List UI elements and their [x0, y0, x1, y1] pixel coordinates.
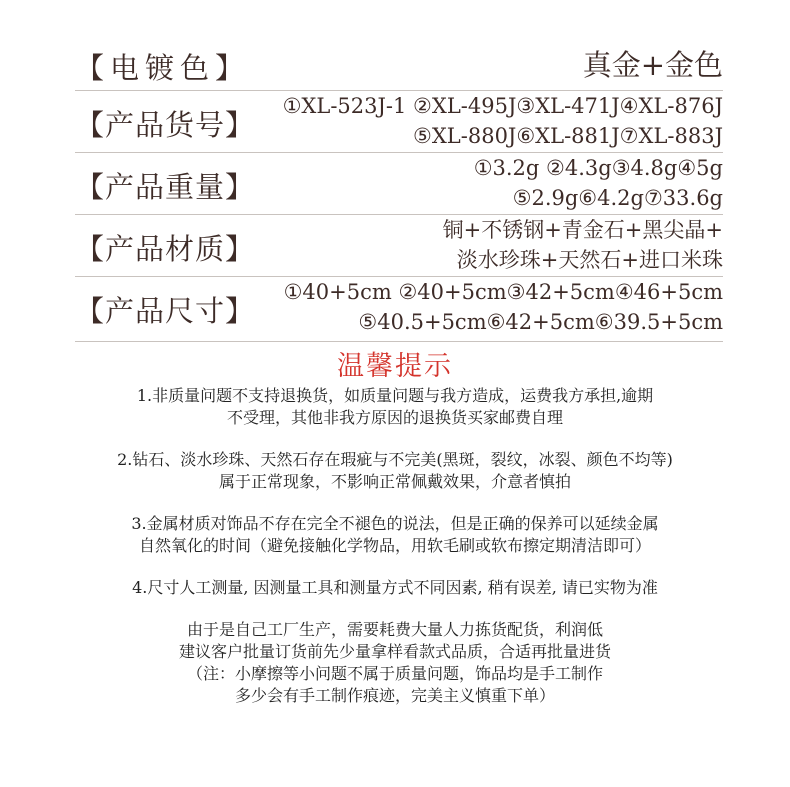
notice-line: 2.钻石、淡水珍珠、天然石存在瑕疵与不完美(黑斑，裂纹，冰裂、颜色不均等) [117, 450, 673, 469]
spec-value [283, 91, 723, 151]
notice-line: 不受理，其他非我方原因的退换货买家邮费自理 [226, 408, 563, 427]
notice-line: 建议客户批量订货前先少量拿样看款式品质，合适再批量进货 [178, 642, 611, 661]
spec-value-line: ①XL-523J-1 ②XL-495J③XL-471J④XL-876J [282, 94, 723, 118]
notice-line: 自然氧化的时间（避免接触化学物品，用软毛刷或软布擦定期清洁即可） [138, 536, 651, 555]
notice-item-measurement [0, 577, 790, 599]
notice-item-metal-care [0, 513, 790, 557]
spec-value [443, 215, 723, 275]
spec-value-line: ①40+5cm ②40+5cm③42+5cm④46+5cm [283, 280, 723, 304]
notice-line: 由于是自己工厂生产，需要耗费大量人力拣货配货，利润低 [186, 620, 603, 639]
notice-line: 多少会有手工制作痕迹，完美主义慎重下单） [234, 686, 555, 705]
spec-value-line: ⑤40.5+5cm⑥42+5cm⑥39.5+5cm [358, 310, 723, 334]
spec-row-product-code [75, 91, 723, 153]
spec-value [474, 153, 723, 213]
spec-label: 【产品货号】 [75, 108, 256, 142]
notice-title: 温馨提示 [337, 351, 453, 382]
spec-value-line: 铜+不锈钢+青金石+黑尖晶+ [442, 218, 723, 242]
notice-line: 1.非质量问题不支持退换货，如质量问题与我方造成，运费我方承担,逾期 [136, 386, 654, 405]
spec-row-plating-color [75, 34, 723, 91]
notice-line: （注：小摩擦等小问题不属于质量问题，饰品均是手工制作 [186, 664, 603, 683]
spec-value-line: ⑤XL-880J⑥XL-881J⑦XL-883J [413, 124, 723, 148]
spec-value [583, 46, 723, 84]
spec-value-line: 淡水珍珠+天然石+进口米珠 [456, 248, 723, 272]
notice-item-natural-flaws [0, 449, 790, 493]
spec-row-size [75, 277, 723, 342]
spec-table [75, 34, 723, 342]
notice-line: 4.尺寸人工测量, 因测量工具和测量方式不同因素, 稍有误差, 请已实物为准 [132, 578, 658, 597]
spec-value-line: 真金+金色 [582, 48, 723, 82]
notice-line: 3.金属材质对饰品不存在完全不褪色的说法，但是正确的保养可以延续金属 [131, 514, 659, 533]
spec-label: 【产品重量】 [75, 170, 256, 204]
spec-label: 【产品材质】 [75, 232, 256, 266]
notice-list [0, 385, 790, 727]
spec-value-line: ⑤2.9g⑥4.2g⑦33.6g [512, 186, 723, 210]
spec-value [284, 277, 723, 337]
spec-row-material [75, 215, 723, 277]
notice-item-factory-note [0, 619, 790, 707]
spec-label: 【产品尺寸】 [75, 294, 256, 328]
spec-row-weight [75, 153, 723, 215]
spec-value-line: ①3.2g ②4.3g③4.8g④5g [473, 156, 723, 180]
notice-item-return-policy [0, 385, 790, 429]
notice-line: 属于正常现象，不影响正常佩戴效果，介意者慎拍 [218, 472, 571, 491]
spec-label: 【电镀色】 [75, 51, 251, 85]
